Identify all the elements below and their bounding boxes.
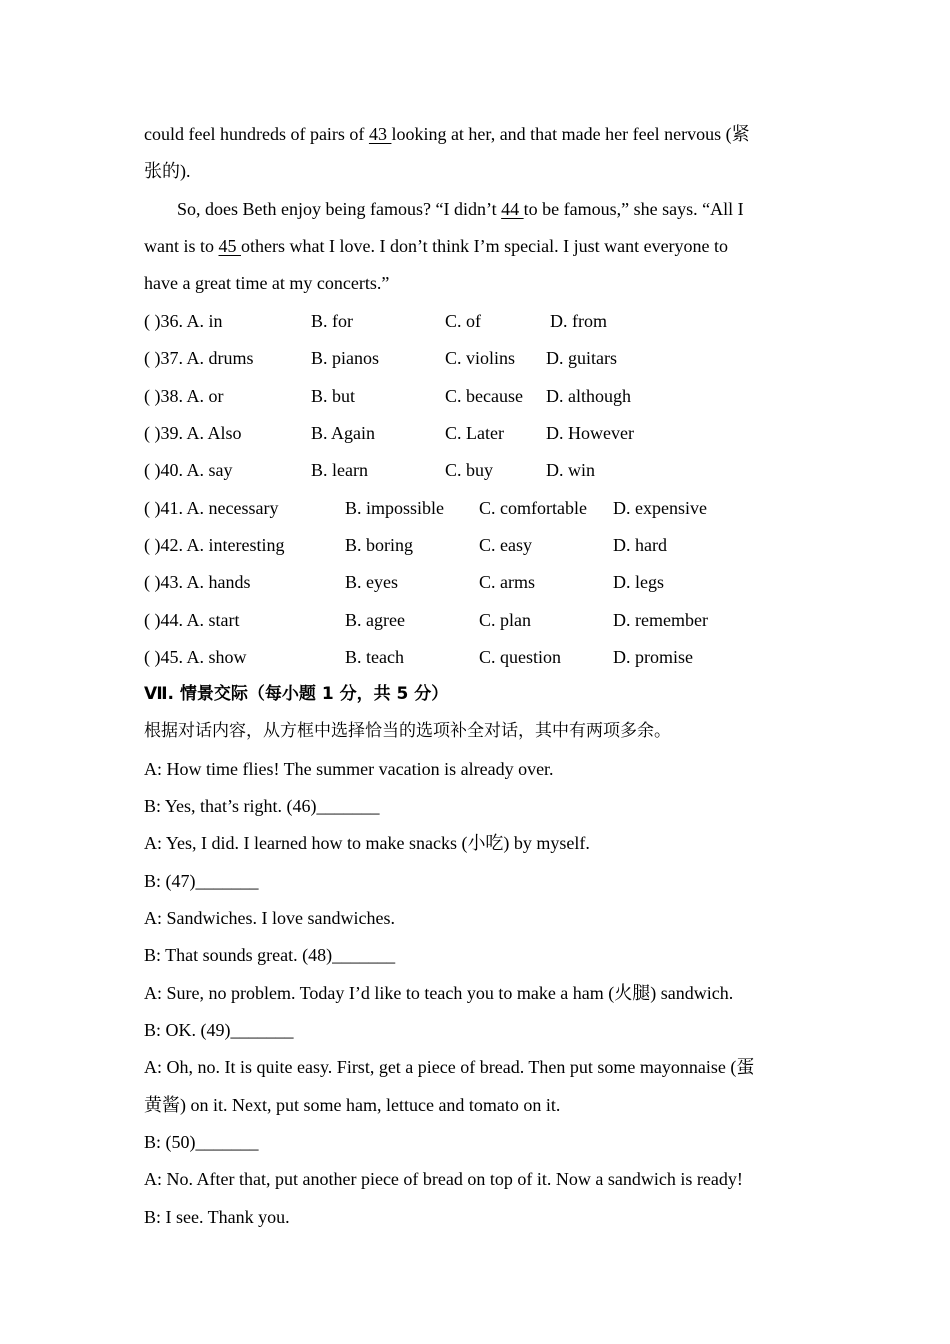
question-row-44: [144, 608, 844, 632]
blank-45: 45: [218, 236, 241, 256]
passage-text: could feel hundreds of pairs of: [144, 124, 369, 144]
option-b: B. boring: [345, 535, 414, 555]
option-d: D. although: [546, 386, 631, 406]
option-b: B. pianos: [311, 348, 380, 368]
option-c: C. arms: [479, 572, 535, 592]
question-stem: ( )43. A. hands: [144, 572, 251, 592]
dialogue-line: A: Sure, no problem. Today I’d like to teach you to make a ham (火腿) sandwich.: [144, 983, 734, 1003]
option-d: D. remember: [613, 610, 708, 630]
option-c: C. buy: [445, 460, 494, 480]
dialogue-line: A: Oh, no. It is quite easy. First, get a piece of bread. Then put some mayonnaise (蛋: [144, 1057, 755, 1077]
option-b: B. teach: [345, 647, 404, 667]
passage-text: looking at her, and that made her feel nervous (紧: [391, 124, 750, 144]
passage-text: others what I love. I don’t think I’m special. I just want everyone to: [241, 236, 729, 256]
question-stem: ( )37. A. drums: [144, 348, 254, 368]
option-b: B. for: [311, 311, 353, 331]
question-stem: ( )44. A. start: [144, 610, 240, 630]
passage-line-1: [144, 122, 750, 146]
question-row-37: [144, 346, 844, 370]
passage-text: to be famous,” she says. “All I: [523, 199, 744, 219]
question-stem: ( )39. A. Also: [144, 423, 242, 443]
dialogue-line: B: OK. (49)_______: [144, 1020, 294, 1040]
passage-text: So, does Beth enjoy being famous? “I didn’t: [177, 199, 502, 219]
option-b: B. impossible: [345, 498, 445, 518]
option-b: B. but: [311, 386, 356, 406]
option-d: D. guitars: [546, 348, 617, 368]
option-c: C. comfortable: [479, 498, 587, 518]
dialogue-line: B: (50)_______: [144, 1132, 259, 1152]
dialogue-line: A: Yes, I did. I learned how to make snacks (小吃) by myself.: [144, 833, 590, 853]
question-row-38: [144, 384, 844, 408]
question-row-41: [144, 496, 844, 520]
question-stem: ( )42. A. interesting: [144, 535, 285, 555]
option-d: D. expensive: [613, 498, 707, 518]
option-c: C. violins: [445, 348, 516, 368]
dialogue-line: B: That sounds great. (48)_______: [144, 945, 396, 965]
dialogue-line: B: (47)_______: [144, 871, 259, 891]
passage-line-2: 张的).: [144, 161, 191, 181]
blank-43: 43: [368, 124, 392, 144]
option-d: D. win: [546, 460, 595, 480]
dialogue-line: 黄酱) on it. Next, put some ham, lettuce and tomato on it.: [144, 1095, 561, 1115]
question-row-43: [144, 570, 844, 594]
option-d: D. promise: [613, 647, 693, 667]
option-d: D. However: [546, 423, 634, 443]
dialogue-line: A: Sandwiches. I love sandwiches.: [144, 908, 395, 928]
option-c: C. question: [479, 647, 562, 667]
option-b: B. learn: [311, 460, 368, 480]
passage-line-3: [177, 197, 744, 221]
question-stem: ( )40. A. say: [144, 460, 233, 480]
passage-line-5: have a great time at my concerts.”: [144, 273, 390, 293]
question-stem: ( )45. A. show: [144, 647, 247, 667]
option-c: C. plan: [479, 610, 531, 630]
section-instruction: 根据对话内容，从方框中选择恰当的选项补全对话，其中有两项多余。: [144, 721, 671, 741]
question-row-45: [144, 645, 844, 669]
question-row-39: [144, 421, 844, 445]
option-c: C. easy: [479, 535, 532, 555]
question-stem: ( )38. A. or: [144, 386, 224, 406]
question-row-42: [144, 533, 844, 557]
option-b: B. eyes: [345, 572, 398, 592]
option-c: C. because: [445, 386, 523, 406]
option-b: B. agree: [345, 610, 405, 630]
passage-line-4: [144, 234, 728, 258]
question-stem: ( )41. A. necessary: [144, 498, 279, 518]
question-row-36: [144, 309, 844, 333]
blank-44: 44: [501, 199, 524, 219]
section-heading: Ⅶ. 情景交际（每小题 1 分，共 5 分）: [144, 684, 449, 704]
dialogue-line: A: No. After that, put another piece of bread on top of it. Now a sandwich is ready!: [144, 1169, 743, 1189]
dialogue-line: A: How time flies! The summer vacation is already over.: [144, 759, 554, 779]
question-row-40: [144, 458, 844, 482]
question-stem: ( )36. A. in: [144, 311, 223, 331]
option-c: C. of: [445, 311, 481, 331]
option-c: C. Later: [445, 423, 504, 443]
option-d: D. from: [550, 311, 607, 331]
option-d: D. hard: [613, 535, 667, 555]
dialogue-line: B: I see. Thank you.: [144, 1207, 290, 1227]
passage-text: want is to: [144, 236, 219, 256]
option-b: B. Again: [311, 423, 376, 443]
option-d: D. legs: [613, 572, 664, 592]
dialogue-line: B: Yes, that’s right. (46)_______: [144, 796, 380, 816]
